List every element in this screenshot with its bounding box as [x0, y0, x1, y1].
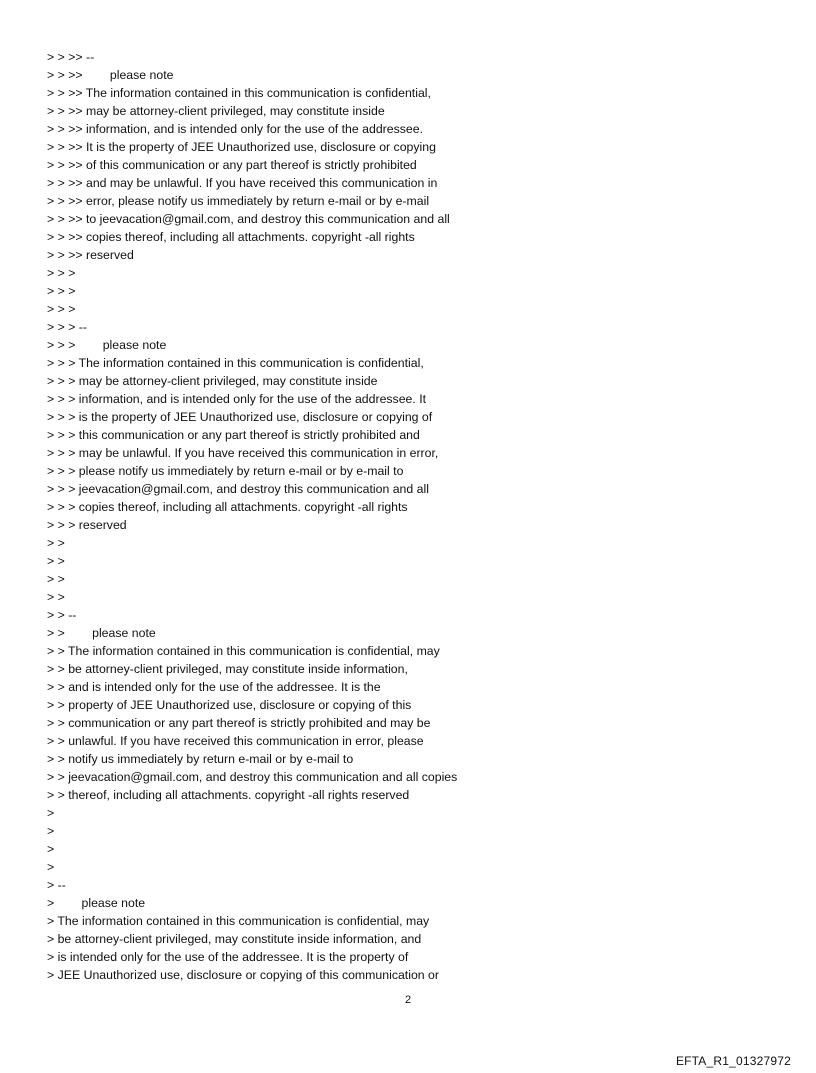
- page-number: 2: [404, 994, 412, 1006]
- email-line: > > >> error, please notify us immediately by return e-mail or by e-mail: [47, 194, 430, 208]
- email-line: > > > please notify us immediately by return e-mail or by e-mail to: [47, 464, 404, 478]
- email-line: > JEE Unauthorized use, disclosure or copying of this communication or: [47, 968, 439, 982]
- email-line: > > > The information contained in this communication is confidential,: [47, 356, 424, 370]
- email-line: > > please note: [47, 626, 156, 640]
- email-line: > > thereof, including all attachments. copyright -all rights reserved: [47, 788, 410, 802]
- email-line: > > >> It is the property of JEE Unauthorized use, disclosure or copying: [47, 140, 436, 154]
- email-line: > >: [47, 536, 65, 550]
- email-line: > > >> --: [47, 50, 95, 64]
- email-line: > > > may be attorney-client privileged, may constitute inside: [47, 374, 378, 388]
- email-line: > > > may be unlawful. If you have received this communication in error,: [47, 446, 439, 460]
- email-line: > > > please note: [47, 338, 167, 352]
- email-line: > > >> please note: [47, 68, 174, 82]
- email-line: > please note: [47, 896, 146, 910]
- email-line: > > jeevacation@gmail.com, and destroy this communication and all copies: [47, 770, 458, 784]
- bates-number: EFTA_R1_01327972: [675, 1054, 791, 1068]
- email-line: > is intended only for the use of the addressee. It is the property of: [47, 950, 409, 964]
- email-line: > > property of JEE Unauthorized use, disclosure or copying of this: [47, 698, 412, 712]
- email-line: > > >> may be attorney-client privileged, may constitute inside: [47, 104, 385, 118]
- email-line: > > >: [47, 266, 76, 280]
- email-line: > > > jeevacation@gmail.com, and destroy this communication and all: [47, 482, 429, 496]
- email-line: > > > this communication or any part thereof is strictly prohibited and: [47, 428, 420, 442]
- email-line: > > notify us immediately by return e-mail or by e-mail to: [47, 752, 354, 766]
- email-line: > The information contained in this communication is confidential, may: [47, 914, 430, 928]
- email-line: > > >> of this communication or any part thereof is strictly prohibited: [47, 158, 417, 172]
- email-line: > >: [47, 590, 65, 604]
- email-line: > > >> and may be unlawful. If you have received this communication in: [47, 176, 438, 190]
- email-line: > > > information, and is intended only for the use of the addressee. It: [47, 392, 427, 406]
- email-line: > > > copies thereof, including all attachments. copyright -all rights: [47, 500, 408, 514]
- email-line: > > >> The information contained in this communication is confidential,: [47, 86, 431, 100]
- email-line: > > communication or any part thereof is strictly prohibited and may be: [47, 716, 431, 730]
- email-line: > > > is the property of JEE Unauthorized use, disclosure or copying of: [47, 410, 433, 424]
- email-line: > > >> to jeevacation@gmail.com, and destroy this communication and all: [47, 212, 450, 226]
- email-line: > --: [47, 878, 66, 892]
- email-line: > > >> copies thereof, including all attachments. copyright -all rights: [47, 230, 415, 244]
- email-line: > > be attorney-client privileged, may constitute inside information,: [47, 662, 408, 676]
- email-line: > > unlawful. If you have received this communication in error, please: [47, 734, 424, 748]
- email-line: > > >: [47, 302, 76, 316]
- email-line: >: [47, 860, 55, 874]
- email-line: > > --: [47, 608, 77, 622]
- email-line: > >: [47, 572, 65, 586]
- email-body: [47, 48, 787, 984]
- email-line: > > >> information, and is intended only for the use of the addressee.: [47, 122, 423, 136]
- email-line: >: [47, 806, 55, 820]
- email-line: >: [47, 842, 55, 856]
- email-line: > > >> reserved: [47, 248, 134, 262]
- email-line: > > and is intended only for the use of the addressee. It is the: [47, 680, 381, 694]
- email-line: > > > reserved: [47, 518, 127, 532]
- email-line: > > The information contained in this communication is confidential, may: [47, 644, 440, 658]
- email-line: > > >: [47, 284, 76, 298]
- email-line: > >: [47, 554, 65, 568]
- email-line: > > > --: [47, 320, 87, 334]
- email-line: > be attorney-client privileged, may constitute inside information, and: [47, 932, 422, 946]
- email-line: >: [47, 824, 55, 838]
